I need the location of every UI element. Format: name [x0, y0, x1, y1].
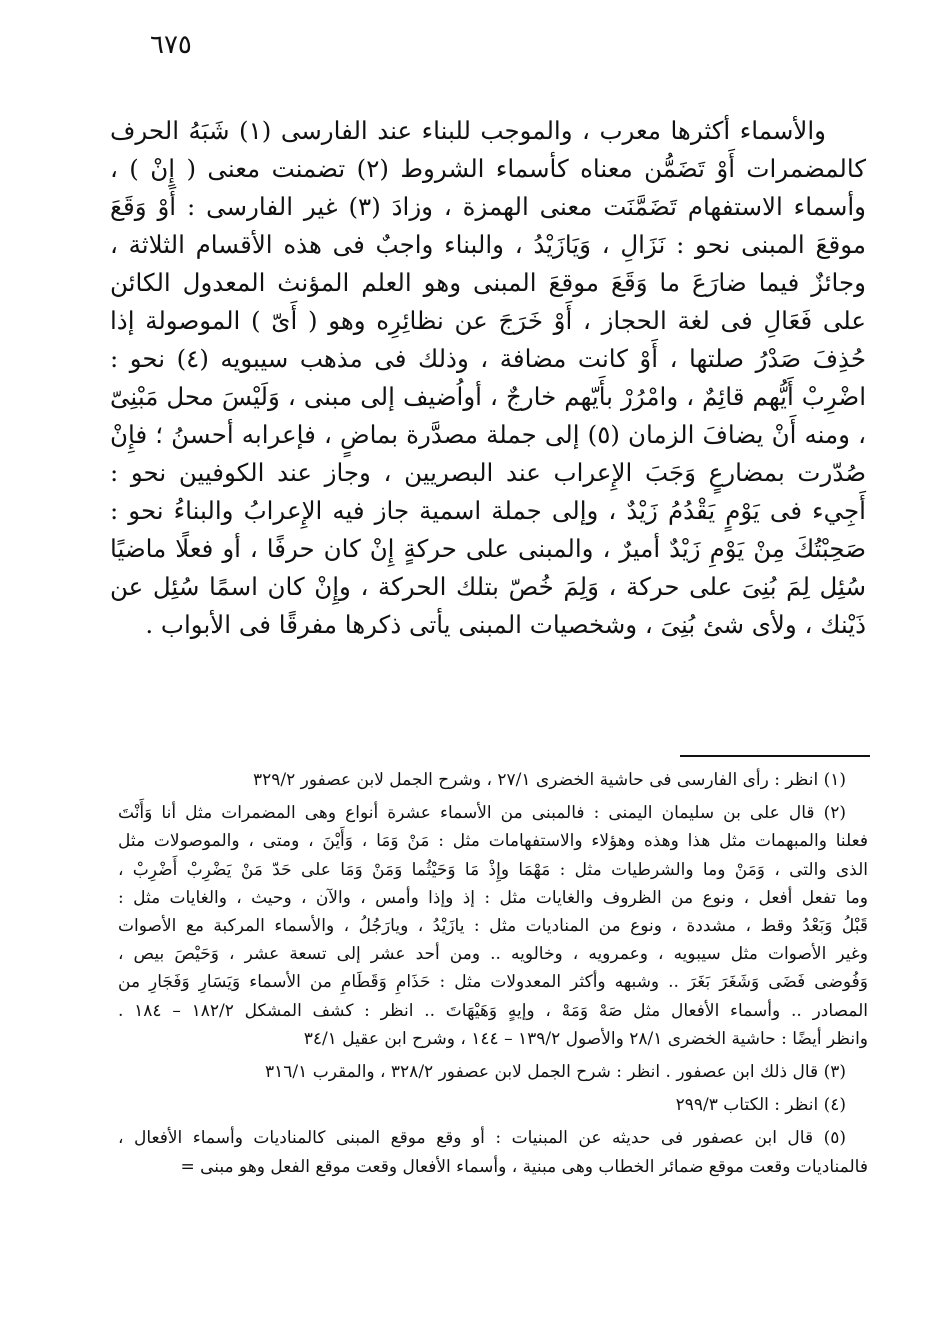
footnote-2-line: وانظر أيضًا : حاشية الخضرى ٢٨/١ والأصول ١٣٩/٢ – ١٤٤ ، وشرح ابن عقيل ٣٤/١: [303, 1028, 868, 1049]
footnote-3: (٣) قال ذلك ابن عصفور . انظر : شرح الجمل لابن عصفور ٣٢٨/٢ ، والمقرب ٣١٦/١: [265, 1062, 846, 1083]
footnote-2: [118, 799, 868, 1053]
footnote-2-line: وَفُوضى فَضَى وَشَغَرَ بَغَرَ .. وشبهه وأكثر المعدولات مثل : حَذَامِ وَقَطَامِ من الأسماء وَيَسَارِ وَفَجَارِ من: [118, 972, 868, 993]
footnote-4: (٤) انظر : الكتاب ٢٩٩/٣: [675, 1095, 846, 1116]
footnote-1: (١) انظر : رأى الفارسى فى حاشية الخضرى ٢٧/١ ، وشرح الجمل لابن عصفور ٣٢٩/٢: [252, 770, 846, 790]
footnote-2-line: الذى والتى ، وَمَنْ وما والشرطيات مثل : مَهْمَا وإِذْ مَا وَحَيْثُما وَمَنْ وَمَا على حَدّ مَنْ يَضْرِبْ أَضْرِبْ ،: [118, 859, 868, 880]
footnote-2-line: المصادر .. وأسماء الأفعال مثل صَهْ وَمَهْ ، وإيهٍ وَهَيْهَاتَ .. انظر : كشف المشكل ١٨٢/٢ – ١٨٤ .: [118, 1000, 869, 1021]
footnote-5-line: فالمناديات وقعت موقع ضمائر الخطاب وهى مبنية ، وأسماء الأفعال وقعت موقع الفعل وهو مبنى =: [180, 1156, 868, 1177]
page-number: ٦٧٥: [150, 30, 192, 60]
footnote-2-line: (٢) قال على بن سليمان اليمنى : فالمبنى من الأسماء عشرة أنواع وهى المضمرات مثل أنا وَأَنْتَ: [118, 803, 846, 824]
main-body-text: [110, 112, 866, 644]
footnote-separator: [680, 755, 870, 757]
footnote-2-line: فعلنا والمبهمات مثل هذا وهذه وهؤلاء والاستفهامات مثل : مَنْ وَمَا ، وَأَيْنَ ، ومتى ، والموصولات مثل: [118, 831, 868, 852]
body-paragraph: والأسماء أكثرها معرب ، والموجب للبناء عند الفارسى (١) شَبَهُ الحرف كالمضمرات أَوْ تَضَمُّن معناه كأسماء الشروط (٢) تضمنت معنى ( إِنْ ) ، وأسماء الاستفهام تَضَمَّنَت معنى الهمزة ، وزادَ (٣) غير الفارسى : أَوْ وَقَعَ موقعَ المبنى نحو : نَزَالِ ، وَيَازَيْدُ ، والبناء واجبٌ فى هذه الأقسام الثلاثة ، وجائزٌ فيما ضارَعَ ما وَقَعَ موقعَ المبنى وهو العلم المؤنث المعدول الكائن على فَعَالِ فى لغة الحجاز ، أَوْ خَرَجَ عن نظائِرِه وهو ( أَىّ ) الموصولة إذا حُذِفَ صَدْرُ صلتها ، أَوْ كانت مضافة ، وذلك فى مذهب سيبويه (٤) نحو : اضْرِبْ أَيُّهم قائِمٌ ، وامْرُرْ بأَيّهم خارجٌ ، أواُضيف إلى مبنى ، وَلَيْسَ محل مَبْنِىّ ، ومنه أَنْ يضافَ الزمان (٥) إلى جملة مصدَّرة بماضٍ ، فإعرابه أحسنُ ؛ فإِنْ صُدّرت بمضارعٍ وَجَبَ الإِعراب عند البصريين ، وجاز عند الكوفيين نحو : أَجِيء فى يَوْمٍ يَقْدُمُ زَيْدٌ ، وإلى جملة اسمية جاز فيه الإِعرابُ والبناءُ نحو : صَحِبْتُكَ مِنْ يَوْمِ زَيْدٌ أميرٌ ، والمبنى على حركةٍ إِنْ كان حرفًا ، أو فعلًا ماضيًا سُئِل لِمَ بُنِىَ على حركة ، وَلِمَ خُصّ بتلك الحركة ، وإِنْ كان اسمًا سُئِل عن ذَيْنك ، ولأى شئ بُنِىَ ، وشخصيات المبنى يأتى ذكرها مفرقًا فى الأبواب .: [110, 116, 867, 639]
footnote-2-line: قَبْلُ وَبَعْدُ وقط ، مشددة ، ونوع من المناديات مثل : يازَيْدُ ، ويارَجُلُ ، والأسماء المركبة مع الأصوات: [118, 916, 868, 937]
footnote-5-line: (٥) قال ابن عصفور فى حديثه عن المبنيات : أو وقع موقع المبنى كالمناديات وأسماء الأفعال ،: [118, 1128, 846, 1149]
footnote-2-line: وما تفعل أفعل ، ونوع من الظروف والغايات مثل : إذ وإذا وأمس ، والآن ، وحيث ، والغايات مثل :: [118, 887, 868, 908]
footnotes: [118, 766, 868, 1181]
footnote-2-line: وغير الأصوات مثل سيبويه ، وعمرويه ، وخالويه .. ومن أحد عشر إلى تسعة عشر ، وَحَيْصَ بيص ،: [118, 944, 868, 965]
footnote-5: [118, 1124, 868, 1180]
